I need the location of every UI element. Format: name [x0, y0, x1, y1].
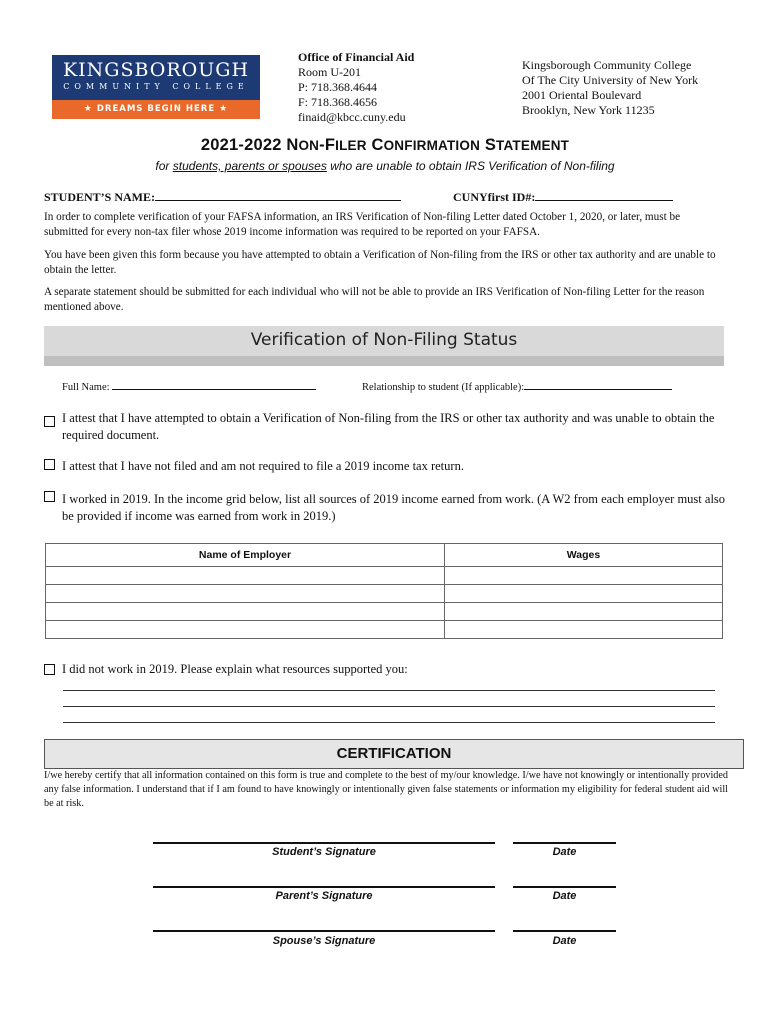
relationship-label: Relationship to student (If applicable):	[362, 382, 525, 393]
wages-cell[interactable]	[445, 603, 723, 621]
office-title: Office of Financial Aid	[298, 50, 415, 64]
student-name-input[interactable]	[155, 188, 401, 201]
full-name-input[interactable]	[112, 380, 316, 390]
worked-checkbox[interactable]	[44, 491, 55, 502]
wages-header: Wages	[445, 544, 723, 567]
cuny-id-field	[453, 188, 673, 205]
parent-date-line[interactable]	[513, 886, 616, 888]
college-logo	[52, 55, 260, 119]
office-contact	[298, 50, 414, 125]
spouse-date-line[interactable]	[513, 930, 616, 932]
verification-header	[44, 326, 724, 356]
verification-heading: Verification of Non-Filing Status	[250, 330, 518, 350]
student-name-label: STUDENT’S NAME:	[44, 190, 156, 204]
certification-heading: CERTIFICATION	[336, 745, 452, 762]
attest-attempted-text: I attest that I have attempted to obtain a Verification of Non-filing from the IRS or other tax authority and was unable to obtain the required document.	[62, 411, 715, 442]
wages-cell[interactable]	[445, 621, 723, 639]
logo-tagline: DREAMS BEGIN HERE	[96, 104, 216, 114]
parent-signature-line[interactable]	[153, 886, 495, 888]
explanation-line[interactable]	[63, 690, 715, 691]
star-icon: ★	[219, 104, 229, 114]
parent-signature-label: Parent’s Signature	[275, 890, 373, 902]
divider	[44, 356, 724, 366]
cuny-id-input[interactable]	[535, 188, 673, 201]
employer-header: Name of Employer	[46, 544, 445, 567]
student-signature-label: Student’s Signature	[272, 846, 376, 858]
intro-paragraph: A separate statement should be submitted for each individual who will not be able to provide an IRS Verification of Non-filing Letter for the reason mentioned above.	[44, 286, 705, 313]
employer-cell[interactable]	[46, 621, 445, 639]
full-name-field	[62, 380, 316, 393]
cuny-id-label: CUNYfirst ID#:	[453, 190, 536, 204]
certification-text: I/we hereby certify that all information contained on this form is true and complete to the best of my/our knowledge. I/we have not knowingly or intentionally provided any false information. I understand that if I am found to have knowingly or intentionally given false statements or information my eligibility for federal student aid will be at risk.	[44, 770, 728, 809]
date-label: Date	[552, 846, 577, 858]
relationship-field	[362, 380, 672, 393]
certification-header	[44, 739, 744, 769]
wages-cell[interactable]	[445, 585, 723, 603]
address-line: Of The City University of New York	[522, 73, 699, 87]
address-line: Brooklyn, New York 11235	[522, 103, 655, 117]
did-not-work-checkbox[interactable]	[44, 664, 55, 675]
table-header-row	[46, 544, 723, 567]
address-line: 2001 Oriental Boulevard	[522, 88, 642, 102]
table-row	[46, 603, 723, 621]
relationship-input[interactable]	[524, 380, 672, 390]
office-phone: P: 718.368.4644	[298, 80, 378, 94]
address-line: Kingsborough Community College	[522, 58, 692, 72]
did-not-work-text: I did not work in 2019. Please explain what resources supported you:	[62, 662, 408, 676]
spouse-signature-label: Spouse’s Signature	[272, 935, 376, 947]
attest-not-filed-checkbox[interactable]	[44, 459, 55, 470]
income-grid	[45, 543, 723, 639]
full-name-label: Full Name:	[62, 382, 110, 393]
logo-name: KINGSBOROUGH	[62, 59, 250, 81]
student-name-field	[44, 188, 401, 205]
explanation-line[interactable]	[63, 706, 715, 707]
intro-paragraph: You have been given this form because you have attempted to obtain a Verification of Non-filing from the IRS or other tax authority and are unable to obtain the letter.	[44, 249, 716, 276]
document-title: 2021-2022 NON-FILER CONFIRMATION STATEMENT	[200, 136, 570, 154]
wages-cell[interactable]	[445, 567, 723, 585]
intro-paragraph: In order to complete verification of your FAFSA information, an IRS Verification of Non-filing Letter dated October 1, 2020, or later, must be submitted for every non-tax filer whose 2019 income information was required to be reported on your FAFSA.	[44, 211, 681, 238]
office-fax: F: 718.368.4656	[298, 95, 378, 109]
student-date-line[interactable]	[513, 842, 616, 844]
attest-attempted-checkbox[interactable]	[44, 416, 55, 427]
star-icon: ★	[83, 104, 93, 114]
office-email: finaid@kbcc.cuny.edu	[298, 110, 406, 124]
employer-cell[interactable]	[46, 585, 445, 603]
worked-text: I worked in 2019. In the income grid below, list all sources of 2019 income earned from work. (A W2 from each employer must also be provided if income was earned from work in 2019.)	[62, 492, 726, 523]
employer-cell[interactable]	[46, 603, 445, 621]
logo-subtitle: COMMUNITY COLLEGE	[63, 82, 249, 91]
employer-cell[interactable]	[46, 567, 445, 585]
student-signature-line[interactable]	[153, 842, 495, 844]
table-row	[46, 585, 723, 603]
office-room: Room U-201	[298, 65, 361, 79]
date-label: Date	[552, 890, 577, 902]
document-subtitle: for students, parents or spouses who are unable to obtain IRS Verification of Non-filing	[155, 159, 615, 173]
table-row	[46, 621, 723, 639]
spouse-signature-line[interactable]	[153, 930, 495, 932]
date-label: Date	[552, 935, 577, 947]
table-row	[46, 567, 723, 585]
college-address	[522, 58, 698, 118]
attest-not-filed-text: I attest that I have not filed and am not required to file a 2019 income tax return.	[62, 459, 464, 473]
explanation-line[interactable]	[63, 722, 715, 723]
